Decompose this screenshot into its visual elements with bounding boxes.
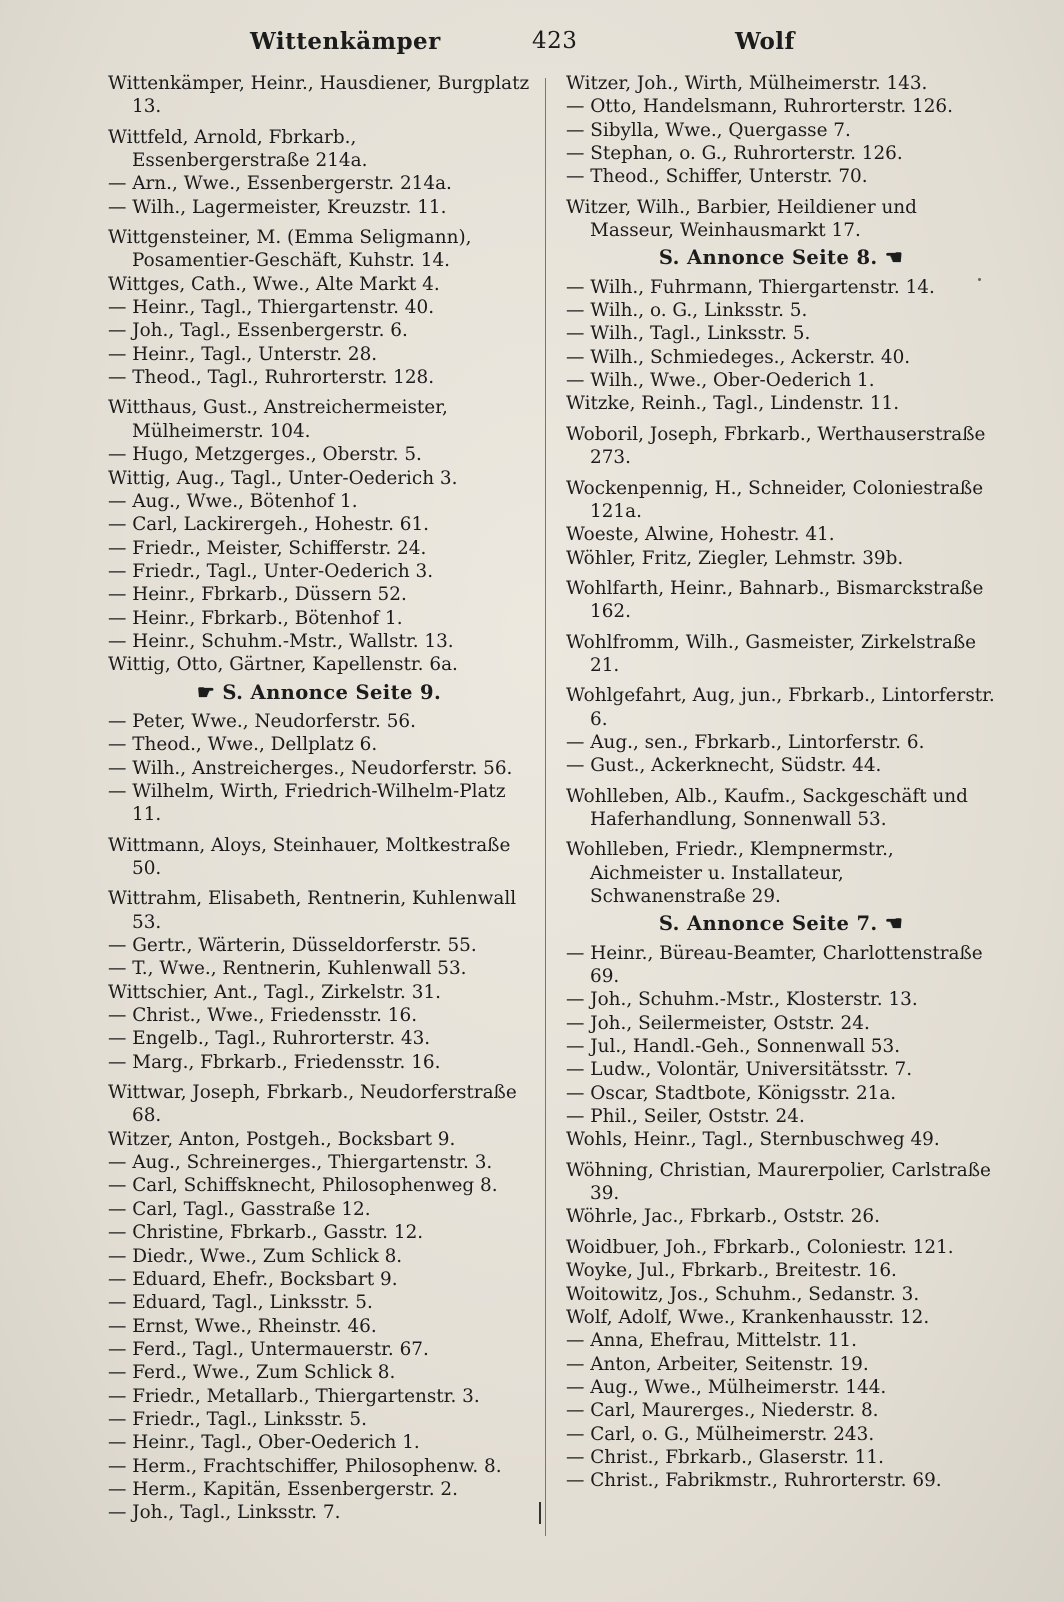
directory-entry: Woeste, Alwine, Hohestr. 41. xyxy=(566,524,835,546)
directory-entry: Wohlfarth, Heinr., Bahnarb., Bismarckstraße 162. xyxy=(566,577,984,623)
running-head xyxy=(0,28,1064,62)
directory-entry: — Herm., Frachtschiffer, Philosophenw. 8. xyxy=(108,1455,502,1477)
directory-entry: — Jul., Handl.-Geh., Sonnenwall 53. xyxy=(566,1036,901,1058)
directory-entry: Wittschier, Ant., Tagl., Zirkelstr. 31. xyxy=(108,981,441,1003)
directory-entry: — Heinr., Fbrkarb., Düssern 52. xyxy=(108,584,407,606)
directory-entry: — Christine, Fbrkarb., Gasstr. 12. xyxy=(108,1222,424,1244)
directory-entry: — Eduard, Tagl., Linksstr. 5. xyxy=(108,1292,373,1314)
directory-entry: — Engelb., Tagl., Ruhrorterstr. 43. xyxy=(108,1028,431,1050)
directory-entry: — Aug., sen., Fbrkarb., Lintorferstr. 6. xyxy=(566,731,925,753)
directory-entry: — T., Wwe., Rentnerin, Kuhlenwall 53. xyxy=(108,958,467,980)
directory-entry: — Joh., Schuhm.-Mstr., Klosterstr. 13. xyxy=(566,989,918,1011)
directory-entry: Wöhler, Fritz, Ziegler, Lehmstr. 39b. xyxy=(566,547,904,569)
directory-entry: Wittig, Aug., Tagl., Unter-Oederich 3. xyxy=(108,467,458,489)
directory-entry: — Herm., Kapitän, Essenbergerstr. 2. xyxy=(108,1478,458,1500)
directory-entry: — Sibylla, Wwe., Quergasse 7. xyxy=(566,119,851,141)
directory-entry: — Heinr., Büreau-Beamter, Charlottenstraße 69. xyxy=(566,942,983,988)
directory-entry: Wöhning, Christian, Maurerpolier, Carlstraße 39. xyxy=(566,1159,991,1205)
directory-entry: — Gust., Ackerknecht, Südstr. 44. xyxy=(566,755,882,777)
directory-entry: Wittfeld, Arnold, Fbrkarb., Essenbergerstraße 214a. xyxy=(108,126,368,172)
directory-entry: — Heinr., Tagl., Unterstr. 28. xyxy=(108,343,378,365)
directory-entry: Witzer, Joh., Wirth, Mülheimerstr. 143. xyxy=(566,73,928,94)
directory-entry: — Carl, Maurerges., Niederstr. 8. xyxy=(566,1400,879,1422)
directory-entry: Wockenpennig, H., Schneider, Coloniestraße 121a. xyxy=(566,477,984,522)
directory-entry: — Joh., Tagl., Essenbergerstr. 6. xyxy=(108,320,408,342)
directory-entry: — Anton, Arbeiter, Seitenstr. 19. xyxy=(566,1353,869,1375)
directory-entry: — Ferd., Wwe., Zum Schlick 8. xyxy=(108,1362,396,1384)
directory-entry: Wittrahm, Elisabeth, Rentnerin, Kuhlenwall 53. xyxy=(108,888,517,933)
directory-entry: — Otto, Handelsmann, Ruhrorterstr. 126. xyxy=(566,96,953,118)
directory-entry: Witzer, Anton, Postgeh., Bocksbart 9. xyxy=(108,1128,456,1150)
directory-entry: Wohlleben, Friedr., Klempnermstr., Aichmeister u. Installateur, Schwanenstraße 29. xyxy=(566,839,894,907)
annonce-text: S. Annonce Seite 9. xyxy=(222,680,442,704)
directory-entry: — Friedr., Metallarb., Thiergartenstr. 3. xyxy=(108,1385,480,1407)
directory-entry: Wohlfromm, Wilh., Gasmeister, Zirkelstraße 21. xyxy=(566,631,976,676)
directory-entry: — Wilhelm, Wirth, Friedrich-Wilhelm-Platz 11. xyxy=(108,780,506,826)
directory-entry: — Carl, o. G., Mülheimerstr. 243. xyxy=(566,1423,875,1445)
directory-entry: — Friedr., Tagl., Linksstr. 5. xyxy=(108,1408,367,1430)
directory-entry: — Gertr., Wärterin, Düsseldorferstr. 55. xyxy=(108,935,477,957)
directory-entry: — Aug., Schreinerges., Thiergartenstr. 3. xyxy=(108,1152,493,1174)
directory-entry: — Ferd., Tagl., Untermauerstr. 67. xyxy=(108,1338,429,1360)
directory-entry: Woidbuer, Joh., Fbrkarb., Coloniestr. 121. xyxy=(566,1236,954,1258)
directory-entry: — Wilh., Fuhrmann, Thiergartenstr. 14. xyxy=(566,276,935,298)
annonce-text: S. Annonce Seite 7. xyxy=(658,912,878,936)
directory-entry: — Carl, Schiffsknecht, Philosophenweg 8. xyxy=(108,1175,498,1197)
directory-entry: — Heinr., Tagl., Thiergartenstr. 40. xyxy=(108,297,435,319)
directory-entry: Woyke, Jul., Fbrkarb., Breitestr. 16. xyxy=(566,1260,897,1282)
annonce-note xyxy=(108,681,530,704)
directory-entry: — Wilh., Lagermeister, Kreuzstr. 11. xyxy=(108,196,447,218)
directory-entry: — Friedr., Meister, Schifferstr. 24. xyxy=(108,537,427,559)
directory-entry: Wittgensteiner, M. (Emma Seligmann), Posamentier-Geschäft, Kuhstr. 14. xyxy=(108,227,472,272)
directory-entry: Witzer, Wilh., Barbier, Heildiener und Masseur, Weinhausmarkt 17. xyxy=(566,196,917,242)
directory-entry: — Theod., Wwe., Dellplatz 6. xyxy=(108,734,378,756)
directory-entry: Wittmann, Aloys, Steinhauer, Moltkestraße 50. xyxy=(108,834,511,879)
directory-entry: — Aug., Wwe., Mülheimerstr. 144. xyxy=(566,1376,887,1398)
directory-entry: — Christ., Fbrkarb., Glaserstr. 11. xyxy=(566,1446,884,1468)
directory-entry: — Stephan, o. G., Ruhrorterstr. 126. xyxy=(566,143,903,165)
directory-entry: — Wilh., Wwe., Ober-Oederich 1. xyxy=(566,370,875,392)
directory-entry: Wittges, Cath., Wwe., Alte Markt 4. xyxy=(108,273,440,295)
directory-entry: Wolf, Adolf, Wwe., Krankenhausstr. 12. xyxy=(566,1306,930,1328)
directory-entry: Witzke, Reinh., Tagl., Lindenstr. 11. xyxy=(566,393,900,415)
header-right-catchword: Wolf xyxy=(735,28,795,55)
directory-entry: — Christ., Fabrikmstr., Ruhrorterstr. 69. xyxy=(566,1470,942,1492)
directory-entry: — Diedr., Wwe., Zum Schlick 8. xyxy=(108,1245,403,1267)
directory-entry: Wöhrle, Jac., Fbrkarb., Oststr. 26. xyxy=(566,1206,880,1228)
directory-entry: — Carl, Lackirergeh., Hohestr. 61. xyxy=(108,514,430,536)
directory-entry: — Peter, Wwe., Neudorferstr. 56. xyxy=(108,710,416,732)
directory-entry: — Arn., Wwe., Essenbergerstr. 214a. xyxy=(108,173,452,195)
directory-entry: Wittwar, Joseph, Fbrkarb., Neudorferstraße 68. xyxy=(108,1082,517,1127)
directory-entry: — Wilh., o. G., Linksstr. 5. xyxy=(566,300,808,322)
page-number: 423 xyxy=(532,28,578,54)
directory-entry: Wohlleben, Alb., Kaufm., Sackgeschäft und Haferhandlung, Sonnenwall 53. xyxy=(566,785,968,830)
directory-entry: — Anna, Ehefrau, Mittelstr. 11. xyxy=(566,1330,857,1352)
directory-entry: — Heinr., Tagl., Ober-Oederich 1. xyxy=(108,1432,420,1454)
directory-entry: Wohls, Heinr., Tagl., Sternbuschweg 49. xyxy=(566,1129,940,1151)
directory-entry: — Wilh., Tagl., Linksstr. 5. xyxy=(566,323,811,345)
directory-entry: — Ernst, Wwe., Rheinstr. 46. xyxy=(108,1315,377,1337)
annonce-text: S. Annonce Seite 8. xyxy=(658,246,878,270)
directory-entry: — Theod., Tagl., Ruhrorterstr. 128. xyxy=(108,367,435,389)
directory-entry: — Aug., Wwe., Bötenhof 1. xyxy=(108,490,358,512)
column-divider-mark xyxy=(539,1502,541,1524)
column-divider xyxy=(545,78,546,1536)
annonce-note xyxy=(566,912,996,935)
directory-entry: — Ludw., Volontär, Universitätsstr. 7. xyxy=(566,1059,913,1081)
directory-entry: — Marg., Fbrkarb., Friedensstr. 16. xyxy=(108,1051,441,1073)
directory-entry: — Christ., Wwe., Friedensstr. 16. xyxy=(108,1005,418,1027)
pointing-hand-icon: ☚ xyxy=(884,911,904,936)
directory-entry: Wittenkämper, Heinr., Hausdiener, Burgplatz 13. xyxy=(108,73,530,118)
directory-entry: Wittig, Otto, Gärtner, Kapellenstr. 6a. xyxy=(108,654,458,676)
annonce-note xyxy=(566,246,996,269)
directory-entry: — Wilh., Anstreicherges., Neudorferstr. 56. xyxy=(108,757,513,779)
directory-entry: — Heinr., Fbrkarb., Bötenhof 1. xyxy=(108,607,403,629)
directory-entry: — Phil., Seiler, Oststr. 24. xyxy=(566,1106,805,1128)
right-column xyxy=(566,72,996,1493)
directory-entry: — Oscar, Stadtbote, Königsstr. 21a. xyxy=(566,1082,897,1104)
directory-entry: — Hugo, Metzgerges., Oberstr. 5. xyxy=(108,444,422,466)
pointing-hand-icon: ☛ xyxy=(196,679,216,704)
print-speck xyxy=(978,278,981,281)
directory-entry: Woitowitz, Jos., Schuhm., Sedanstr. 3. xyxy=(566,1283,920,1305)
header-left-catchword: Wittenkämper xyxy=(250,28,441,55)
directory-entry: Woboril, Joseph, Fbrkarb., Werthauserstraße 273. xyxy=(566,423,986,469)
directory-entry: — Friedr., Tagl., Unter-Oederich 3. xyxy=(108,560,434,582)
directory-entry: — Carl, Tagl., Gasstraße 12. xyxy=(108,1198,371,1220)
directory-entry: — Wilh., Schmiedeges., Ackerstr. 40. xyxy=(566,346,911,368)
directory-entry: — Joh., Seilermeister, Oststr. 24. xyxy=(566,1012,870,1034)
directory-entry: — Joh., Tagl., Linksstr. 7. xyxy=(108,1502,341,1524)
directory-entry: Wohlgefahrt, Aug, jun., Fbrkarb., Lintorferstr. 6. xyxy=(566,685,995,730)
left-column xyxy=(108,72,530,1525)
directory-entry: Witthaus, Gust., Anstreichermeister, Mülheimerstr. 104. xyxy=(108,397,448,442)
directory-entry: — Eduard, Ehefr., Bocksbart 9. xyxy=(108,1268,398,1290)
pointing-hand-icon: ☚ xyxy=(884,245,904,270)
directory-entry: — Heinr., Schuhm.-Mstr., Wallstr. 13. xyxy=(108,630,454,652)
directory-entry: — Theod., Schiffer, Unterstr. 70. xyxy=(566,166,868,188)
